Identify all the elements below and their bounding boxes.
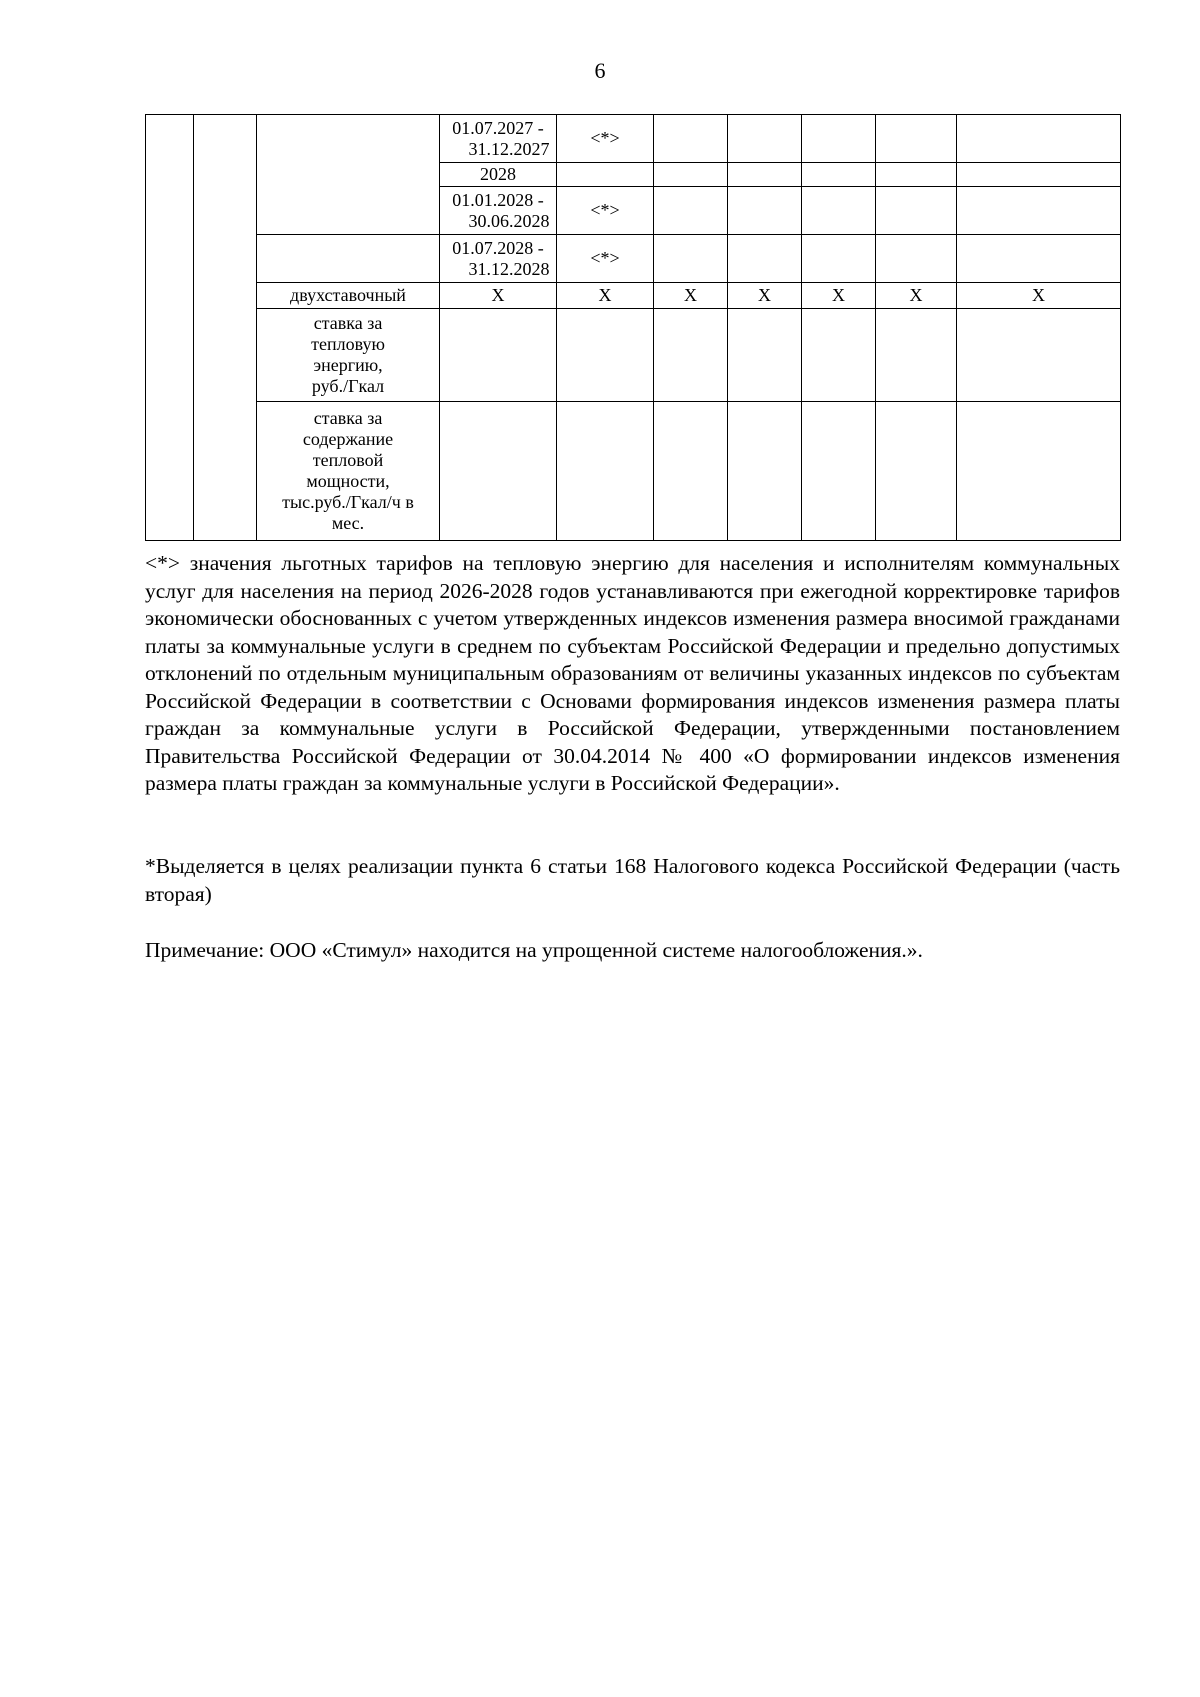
period-cell — [440, 115, 557, 163]
table-cell — [440, 309, 557, 402]
table-cell — [957, 163, 1121, 187]
table-cell — [957, 235, 1121, 283]
value-cell — [557, 163, 654, 187]
table-cell — [728, 309, 802, 402]
table-cell — [257, 235, 440, 283]
table-cell — [957, 309, 1121, 402]
tariff-table — [145, 114, 1121, 541]
table-cell — [802, 163, 876, 187]
table-cell — [802, 309, 876, 402]
period-line: 01.07.2027 - — [452, 117, 544, 138]
period-cell — [440, 235, 557, 283]
table-cell — [654, 115, 728, 163]
capacity-rate-label — [257, 402, 440, 541]
table-cell — [876, 187, 957, 235]
table-cell — [654, 402, 728, 541]
vat-note: *Выделяется в целях реализации пункта 6 статьи 168 Налогового кодекса Российской Федерации (часть вторая) — [145, 854, 1120, 906]
page-number: 6 — [594, 58, 606, 83]
table-cell — [802, 235, 876, 283]
label-line: содержание — [302, 429, 394, 449]
table-row — [146, 115, 1121, 163]
x-cell: X — [557, 283, 654, 309]
x-cell: X — [957, 283, 1121, 309]
period-line: 31.12.2027 — [468, 138, 550, 159]
table-cell — [728, 163, 802, 187]
period-cell — [440, 187, 557, 235]
label-line: тыс.руб./Гкал/ч в — [282, 492, 414, 512]
table-cell — [876, 309, 957, 402]
table-cell — [728, 402, 802, 541]
table-cell — [957, 115, 1121, 163]
label-line: тепловую — [311, 334, 385, 354]
table-row — [146, 402, 1121, 541]
table-cell — [802, 187, 876, 235]
heat-energy-rate-label — [257, 309, 440, 402]
label-line: энергию, — [313, 355, 383, 375]
table-cell — [728, 235, 802, 283]
period-line: 01.01.2028 - — [452, 189, 544, 210]
table-cell — [654, 309, 728, 402]
x-cell: X — [876, 283, 957, 309]
two-rate-label: двухставочный — [257, 283, 440, 309]
remark-note: Примечание: ООО «Стимул» находится на упрощенной системе налогообложения.». — [145, 938, 923, 962]
value-cell: <*> — [557, 235, 654, 283]
table-cell — [876, 402, 957, 541]
value-cell: <*> — [557, 115, 654, 163]
label-line: тепловой — [312, 450, 384, 470]
table-row — [146, 235, 1121, 283]
x-cell: X — [654, 283, 728, 309]
value-cell: <*> — [557, 187, 654, 235]
period-line: 31.12.2028 — [468, 258, 550, 279]
table-cell — [957, 402, 1121, 541]
table-row — [146, 309, 1121, 402]
table-cell — [440, 402, 557, 541]
table-cell — [957, 187, 1121, 235]
x-cell: X — [802, 283, 876, 309]
table-cell — [876, 115, 957, 163]
table-cell — [876, 163, 957, 187]
table-cell — [557, 309, 654, 402]
table-cell — [876, 235, 957, 283]
x-cell: X — [728, 283, 802, 309]
x-cell: X — [440, 283, 557, 309]
label-line: руб./Гкал — [311, 376, 385, 396]
table-cell — [146, 115, 194, 541]
table-cell — [728, 187, 802, 235]
table-cell — [257, 115, 440, 235]
table-cell — [654, 163, 728, 187]
period-line: 30.06.2028 — [468, 210, 550, 231]
table-row — [146, 283, 1121, 309]
table-cell — [802, 115, 876, 163]
label-line: ставка за — [313, 408, 383, 428]
table-cell — [194, 115, 257, 541]
label-line: мощности, — [306, 471, 390, 491]
label-line: ставка за — [313, 313, 383, 333]
footnote-text: <*> значения льготных тарифов на тепловую энергию для населения и исполнителям коммунальных услуг для населения на период 2026-2028 годов устанавливаются при ежегодной корректировке тарифов экономически обоснованных с учетом утвержденных индексов изменения размера вносимой гражданами платы за коммунальные услуги в среднем по субъектам Российской Федерации и предельно допустимых отклонений по отдельным муниципальным образованиям от величины указанных индексов по субъектам Российской Федерации в соответствии с Основами формирования индексов изменения размера платы граждан за коммунальные услуги в Российской Федерации, утвержденными постановлением Правительства Российской Федерации от 30.04.2014 № 400 «О формировании индексов изменения размера платы граждан за коммунальные услуги в Российской Федерации». — [145, 551, 1120, 795]
period-line: 01.07.2028 - — [452, 237, 544, 258]
table-cell — [802, 402, 876, 541]
table-cell — [557, 402, 654, 541]
table-cell — [654, 187, 728, 235]
period-cell: 2028 — [440, 163, 557, 187]
table-cell — [728, 115, 802, 163]
table-cell — [654, 235, 728, 283]
label-line: мес. — [331, 513, 365, 533]
